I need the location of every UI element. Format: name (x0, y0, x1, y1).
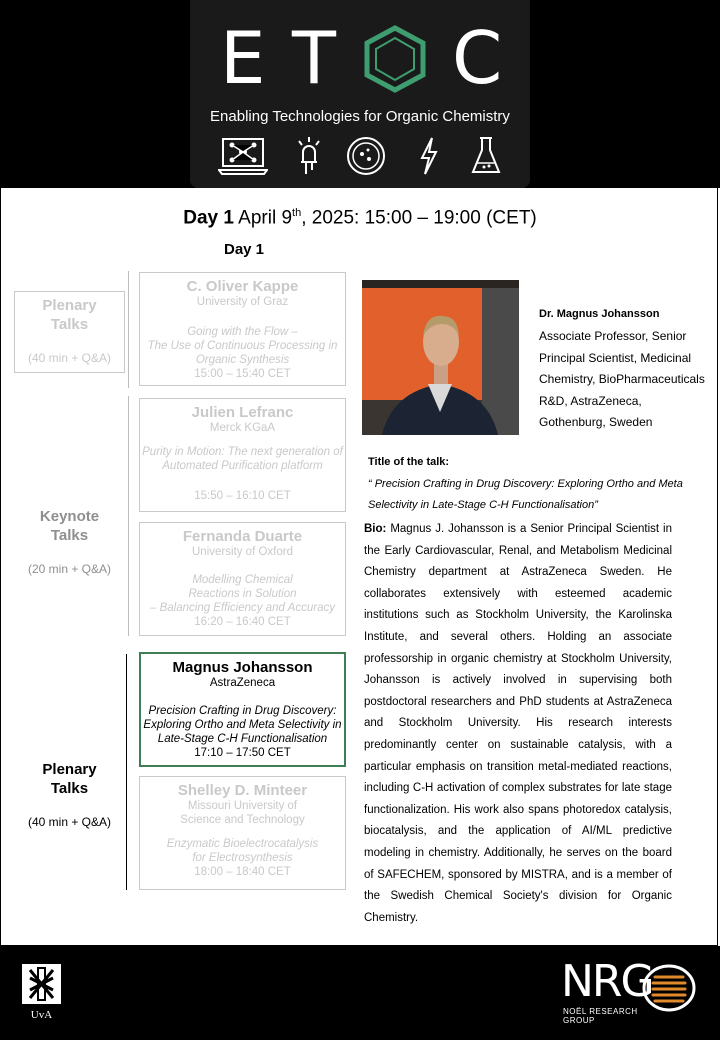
talk-time: 15:50 – 16:10 CET (194, 490, 291, 502)
speaker-bio: Bio: Magnus J. Johansson is a Senior Principal Scientist in the Early Cardiovascular, Renal, and Metabolism Medicinal Chemistry department at AstraZeneca Sweden. He collaborates extensively with esteemed academic institutions such as Stockholm University, the Karolinska Institute, and several others. Holding an associate professorship in organic chemistry at Stockholm University, Johansson is actively involved in supervising both postdoctoral researchers and PhD students at AstraZeneca and Stockholm University. His research interests predominantly center on sustainable catalysis, with a particular emphasis on transition metal-mediated reactions, including C-H activation of complex substrates for late stage functionalization. His work also spans photoredox catalysis, biocatalysis, and the application of AI/ML predictive modeling in chemistry. Additionally, he serves on the board of SAFECHEM, sponsored by MISTRA, and is a member of the Swedish Chemical Society's division for Organic Chemistry. (364, 523, 672, 924)
section-label-plenary-1: Plenary Talks (42, 297, 97, 333)
talk-title: Precision Crafting in Drug Discovery: Exploring Ortho and Meta Selectivity in Late-Stage C-H Functionalisation (143, 705, 342, 745)
speaker-name: Fernanda Duarte (182, 528, 303, 545)
talk-title-label: Title of the talk: (368, 456, 450, 468)
logo-letter-t: T (292, 16, 336, 100)
talk-title: Enzymatic Bioelectrocatalysis for Electrosynthesis (166, 838, 319, 864)
section-note-plenary-1: (40 min + Q&A) (27, 351, 112, 365)
day-subheading: Day 1 (224, 241, 265, 258)
petri-dish-icon (346, 136, 386, 176)
talk-title: Going with the Flow – The Use of Continuous Processing in Organic Synthesis (147, 326, 338, 366)
section-note-keynote: (20 min + Q&A) (27, 562, 112, 576)
logo-letter-e: E (220, 16, 266, 100)
lightning-icon (418, 136, 440, 176)
logo-letter-c: C (452, 16, 503, 100)
speaker-name: Julien Lefranc (191, 404, 294, 421)
nrg-subtitle: NOËL RESEARCH GROUP (563, 1007, 638, 1025)
nrg-logo-text: NRG (561, 956, 653, 1007)
speaker-name: Shelley D. Minteer (177, 782, 308, 799)
divider-line (126, 654, 127, 890)
etoc-logo (190, 0, 530, 188)
talk-title: Purity in Motion: The next generation of Automated Purification platform (142, 446, 343, 472)
speaker-name: Magnus Johansson (172, 659, 313, 676)
talk-card-kappe[interactable] (139, 272, 346, 386)
talk-card-minteer[interactable] (139, 776, 346, 890)
talk-time: 16:20 – 16:40 CET (194, 616, 291, 628)
speaker-position: Associate Professor, Senior Principal Scientist, Medicinal Chemistry, BioPharmaceuticals R&D, AstraZeneca, Gothenburg, Sweden (539, 329, 705, 430)
talk-title: Modelling Chemical Reactions in Solution – Balancing Efficiency and Accuracy (150, 574, 335, 614)
section-label-keynote: Keynote Talks (39, 508, 100, 544)
talk-card-lefranc[interactable] (139, 398, 346, 512)
talk-title-text: “ Precision Crafting in Drug Discovery: Exploring Ortho and Meta Selectivity in Late-Stage C-H Functionalisation” (368, 478, 683, 511)
section-note-plenary-2: (40 min + Q&A) (27, 815, 112, 829)
laptop-network-icon (218, 136, 268, 176)
logo-subtitle: Enabling Technologies for Organic Chemistry (210, 108, 510, 125)
talk-time: 18:00 – 18:40 CET (194, 866, 291, 878)
section-label-plenary-2: Plenary Talks (42, 761, 97, 797)
talk-card-johansson[interactable] (139, 652, 346, 767)
hexagon-logo-icon (362, 24, 428, 94)
uva-crest-logo (22, 964, 61, 1004)
led-icon (294, 136, 324, 176)
speaker-affiliation: AstraZeneca (209, 677, 276, 689)
divider-line (128, 396, 129, 636)
speaker-affiliation: Missouri University of Science and Technology (180, 800, 305, 826)
divider-line (128, 271, 129, 388)
beaker-icon (470, 136, 502, 176)
day-title: Day 1 April 9th, 2025: 15:00 – 19:00 (CET) (183, 207, 537, 229)
speaker-affiliation: University of Oxford (192, 546, 293, 558)
speaker-affiliation: University of Graz (196, 296, 289, 308)
speaker-photo (362, 280, 519, 435)
nrg-coil-icon (641, 963, 697, 1013)
speaker-affiliation: Merck KGaA (209, 422, 276, 434)
speaker-detail-name: Dr. Magnus Johansson (539, 308, 660, 320)
talk-time: 15:00 – 15:40 CET (194, 368, 291, 380)
speaker-name: C. Oliver Kappe (186, 278, 299, 295)
talk-time: 17:10 – 17:50 CET (194, 747, 291, 759)
uva-label: UvA (30, 1009, 53, 1021)
talk-card-duarte[interactable] (139, 522, 346, 636)
